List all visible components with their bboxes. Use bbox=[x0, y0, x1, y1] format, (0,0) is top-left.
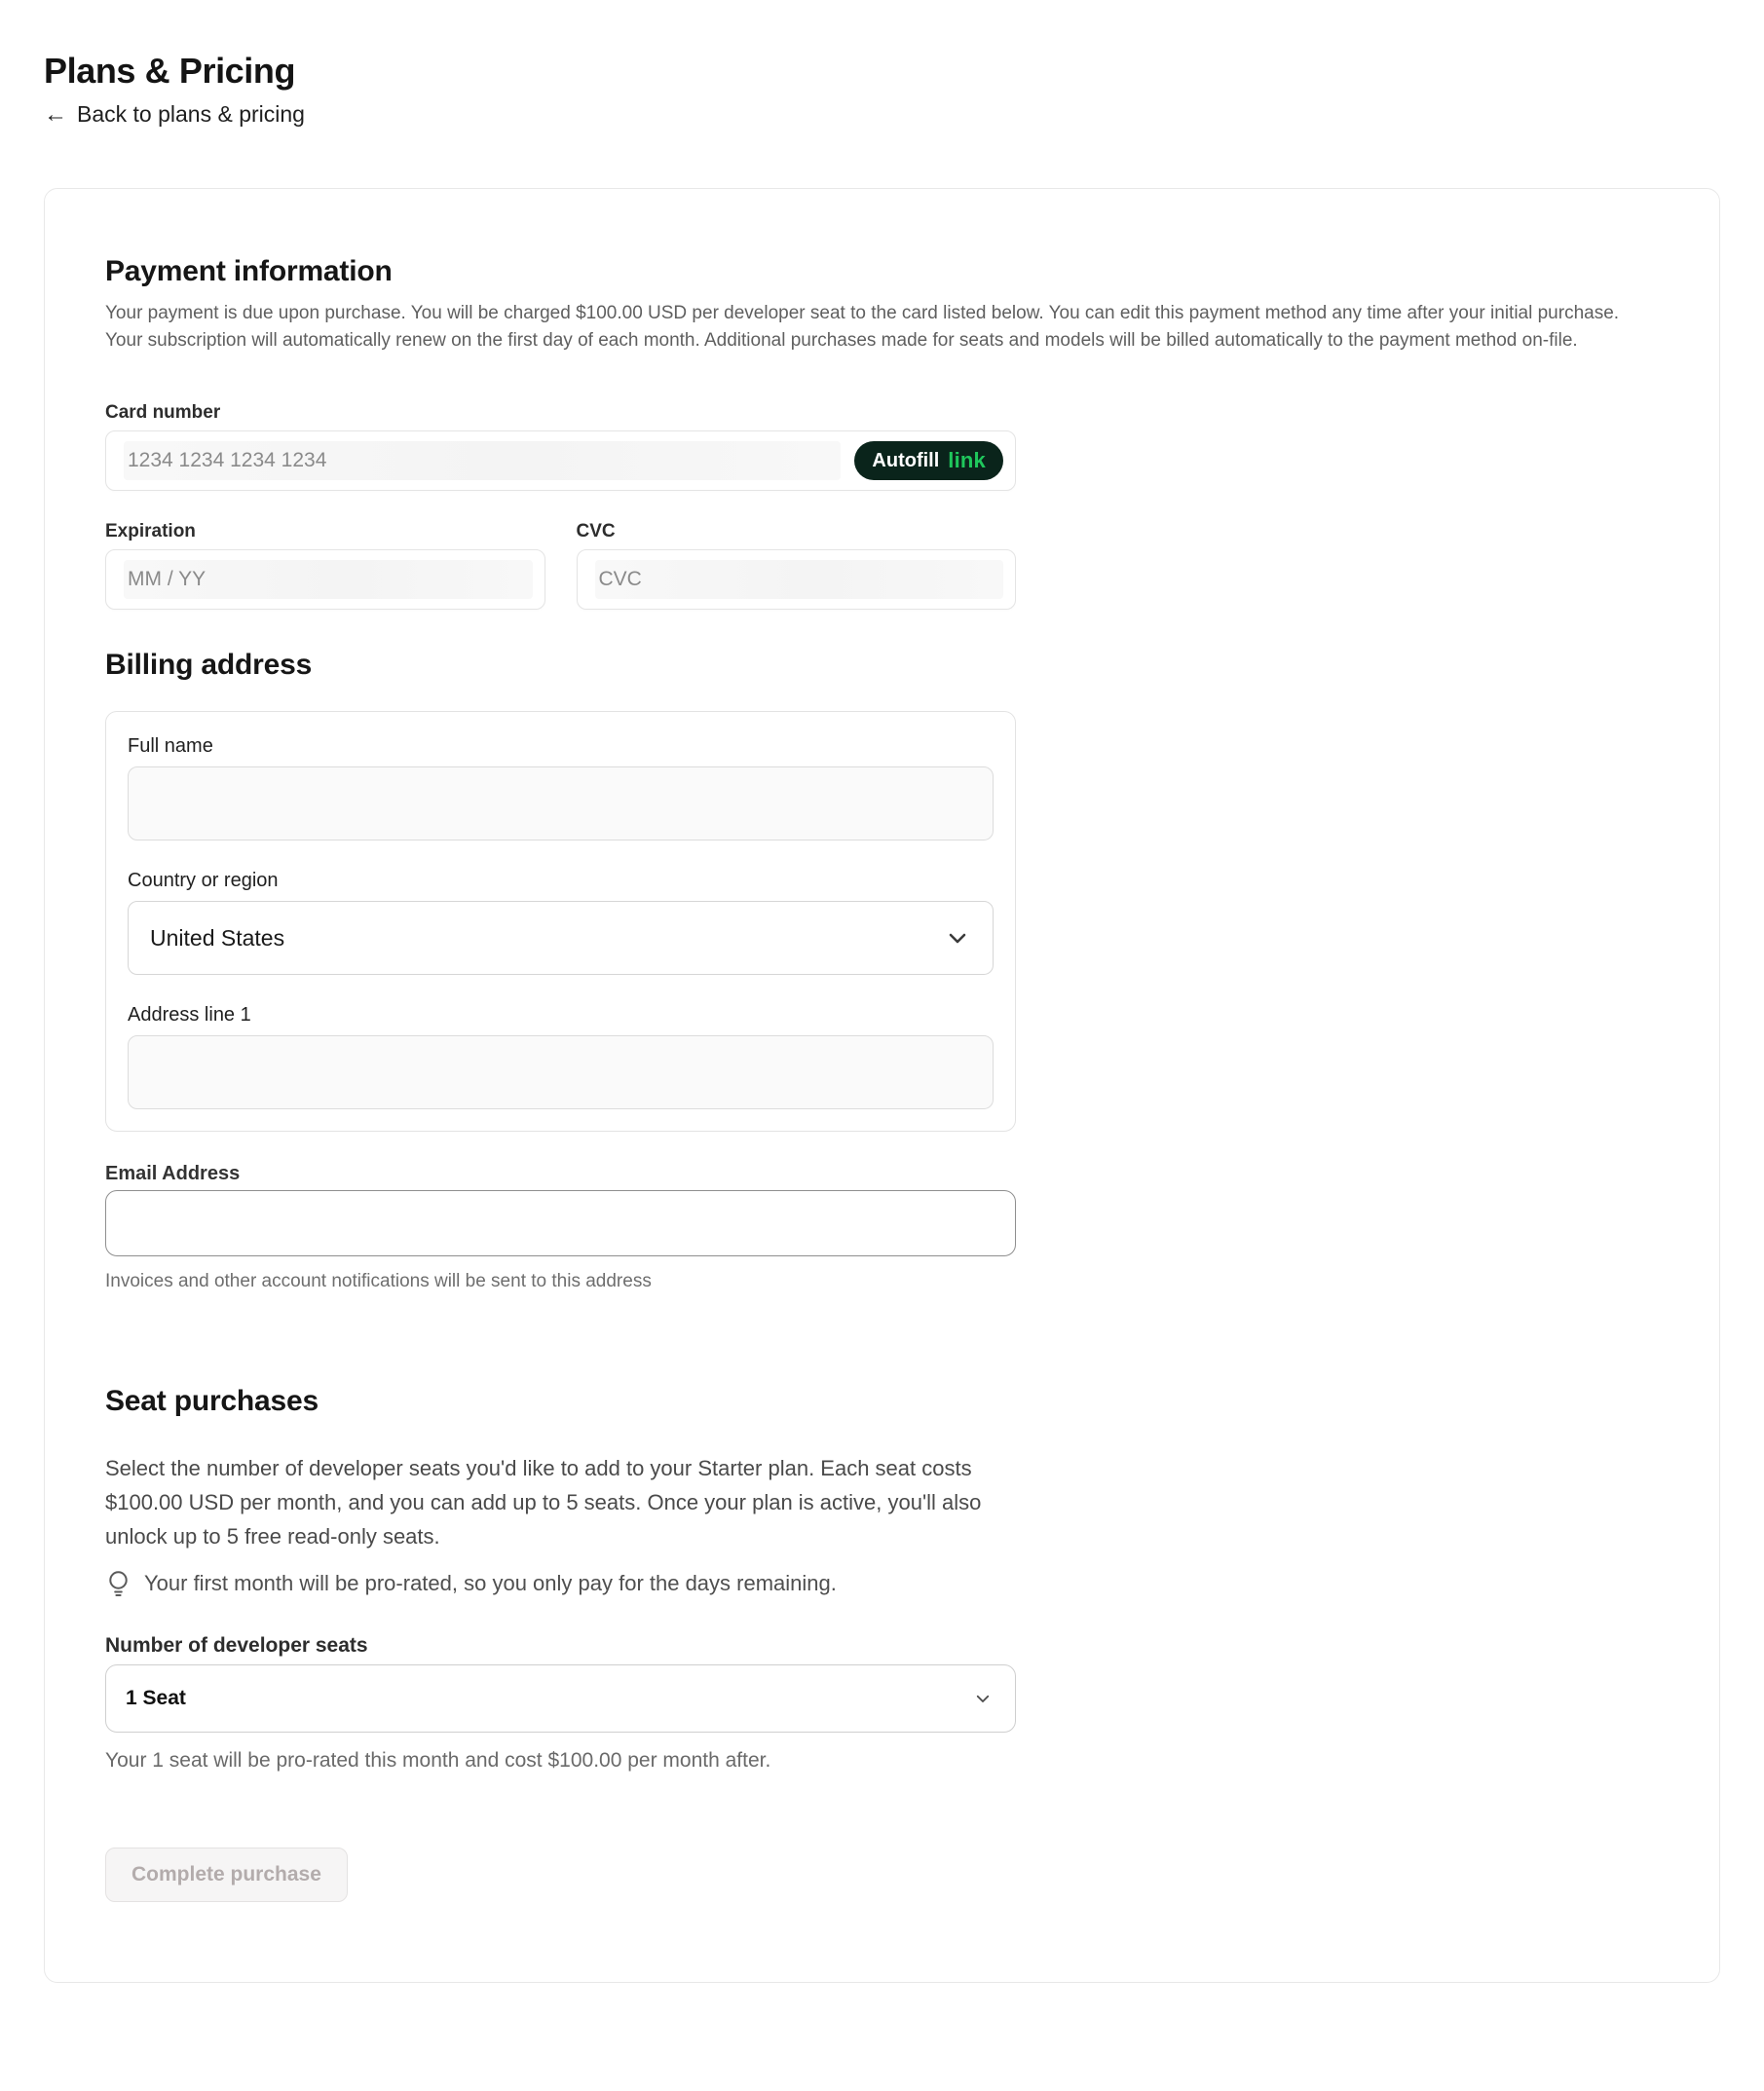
complete-purchase-button[interactable]: Complete purchase bbox=[105, 1848, 348, 1902]
seat-count-label: Number of developer seats bbox=[105, 1634, 368, 1657]
expiration-input[interactable] bbox=[128, 568, 523, 591]
cvc-label: CVC bbox=[576, 521, 616, 541]
back-link-label: Back to plans & pricing bbox=[77, 101, 305, 127]
expiration-label: Expiration bbox=[105, 521, 196, 541]
cvc-input[interactable] bbox=[599, 568, 995, 591]
chevron-down-icon bbox=[946, 926, 969, 950]
country-select-value: United States bbox=[150, 924, 285, 951]
billing-heading: Billing address bbox=[105, 649, 313, 681]
address1-input[interactable] bbox=[128, 1035, 994, 1109]
autofill-label: Autofill bbox=[872, 449, 940, 471]
expiration-field bbox=[105, 549, 545, 610]
email-input[interactable] bbox=[105, 1190, 1016, 1256]
seat-helper: Your 1 seat will be pro-rated this month and cost $100.00 per month after. bbox=[105, 1749, 771, 1772]
autofill-button[interactable] bbox=[854, 441, 1003, 480]
card-number-label: Card number bbox=[105, 402, 221, 423]
card-number-input[interactable] bbox=[128, 449, 831, 472]
lightbulb-icon bbox=[105, 1569, 131, 1598]
back-arrow-icon: ← bbox=[44, 100, 67, 128]
cvc-strip bbox=[595, 560, 1004, 599]
full-name-input[interactable] bbox=[128, 766, 994, 840]
card-number-field bbox=[105, 430, 1016, 491]
payment-form bbox=[105, 401, 1016, 1902]
seat-count-select[interactable] bbox=[105, 1664, 1016, 1733]
address1-label: Address line 1 bbox=[128, 1004, 251, 1026]
country-select[interactable] bbox=[128, 901, 994, 975]
payment-heading: Payment information bbox=[105, 255, 393, 287]
seat-count-value: 1 Seat bbox=[126, 1687, 186, 1709]
seats-heading: Seat purchases bbox=[105, 1385, 319, 1417]
chevron-down-icon bbox=[974, 1690, 992, 1707]
payment-description: Your payment is due upon purchase. You will be charged $100.00 USD per developer seat to the card listed below. You can edit this payment method any time after your initial purchase. Your subscription will automatically renew on the first day of each month. Additional purchases made for seats and models will be billed automatically to the payment method on-file. bbox=[105, 303, 1620, 351]
page-title: Plans & Pricing bbox=[44, 51, 296, 91]
cvc-field bbox=[577, 549, 1017, 610]
back-link[interactable] bbox=[44, 101, 305, 128]
seats-description: Select the number of developer seats you'd like to add to your Starter plan. Each seat costs $100.00 USD per month, and you can add up to 5 seats. Once your plan is active, you'll also unlock up to 5 free read-only seats. bbox=[105, 1456, 982, 1549]
expiration-strip bbox=[124, 560, 533, 599]
link-logo: link bbox=[948, 448, 986, 472]
prorate-tip bbox=[105, 1569, 1016, 1598]
country-label: Country or region bbox=[128, 870, 279, 891]
full-name-label: Full name bbox=[128, 735, 213, 757]
card-number-strip bbox=[124, 441, 841, 480]
expiry-cvc-row bbox=[105, 520, 1016, 610]
checkout-card bbox=[44, 188, 1720, 1983]
email-label: Email Address bbox=[105, 1163, 241, 1184]
billing-address-group bbox=[105, 711, 1016, 1132]
prorate-tip-text: Your first month will be pro-rated, so you only pay for the days remaining. bbox=[144, 1571, 837, 1595]
email-helper: Invoices and other account notifications will be sent to this address bbox=[105, 1271, 652, 1291]
